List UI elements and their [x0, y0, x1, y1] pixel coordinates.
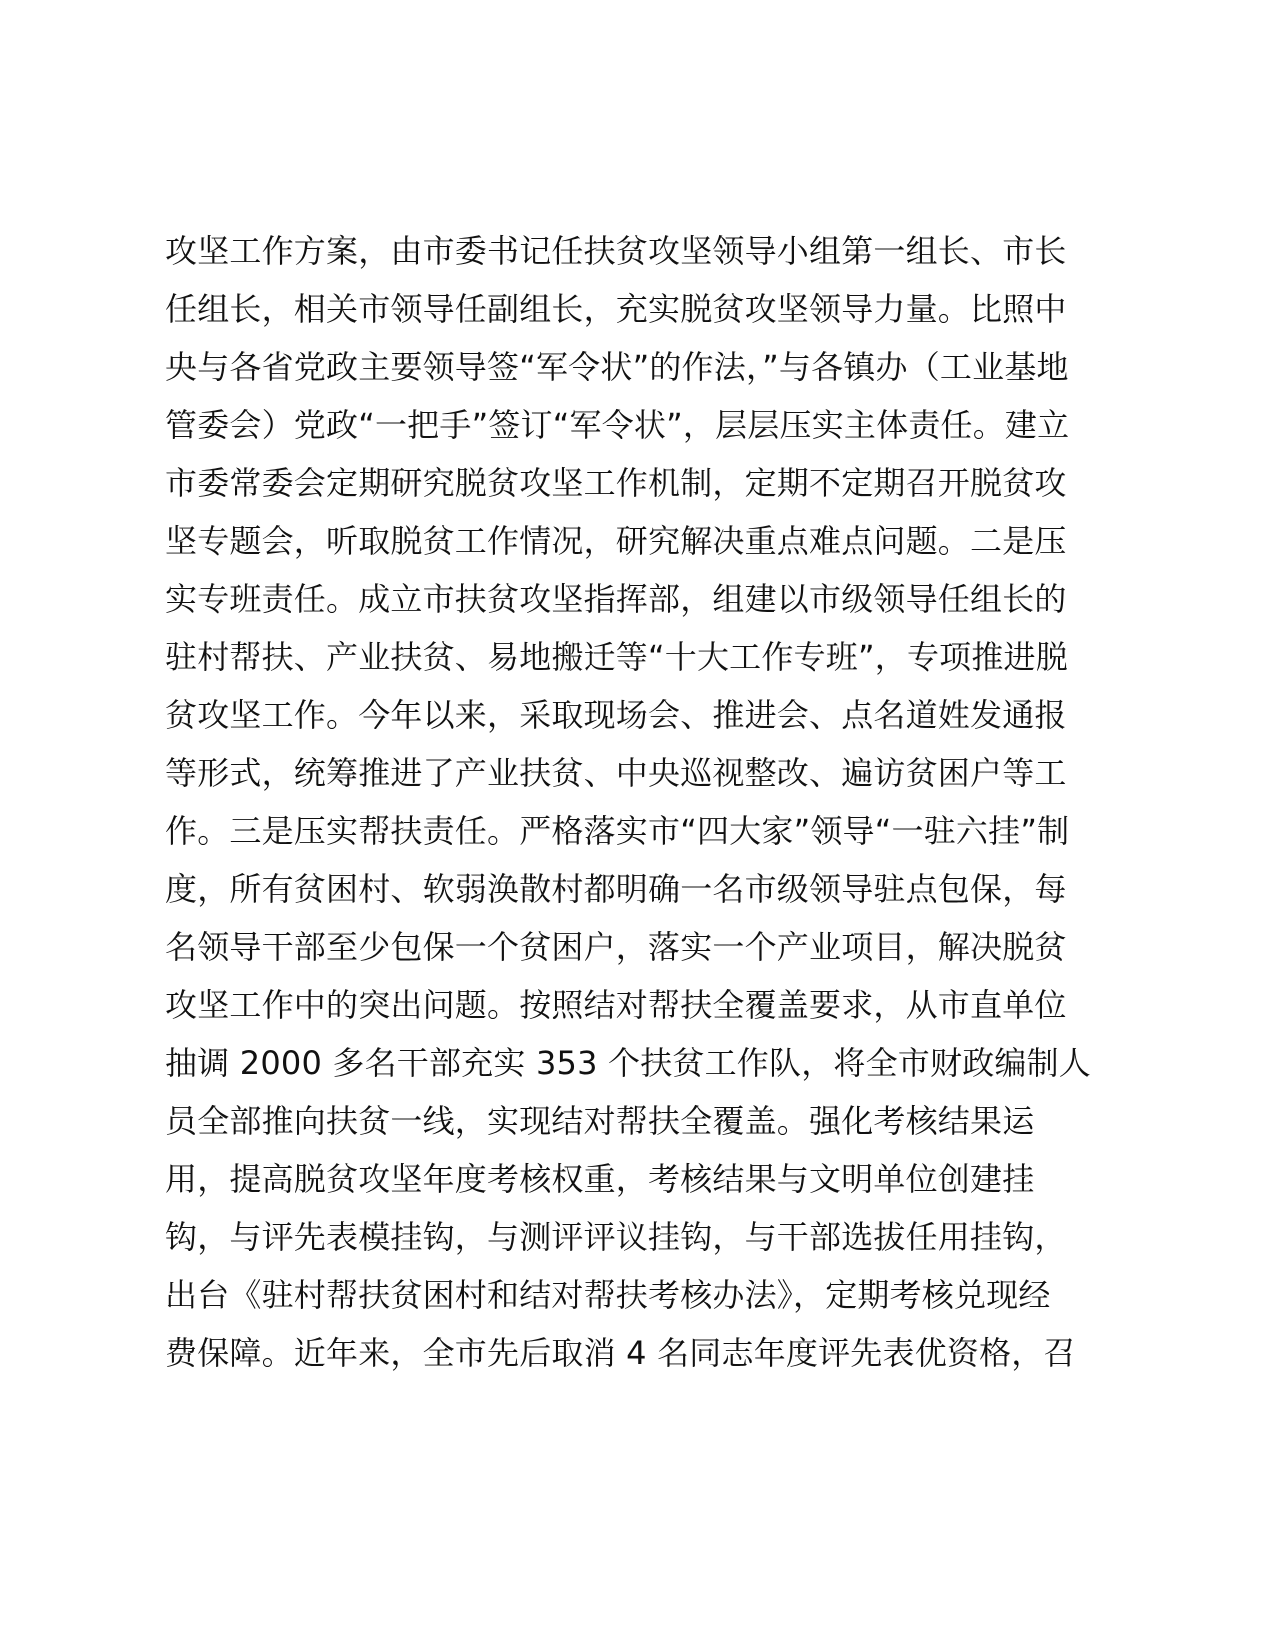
text-line-3: 央与各省党政主要领导签“军令状”的作法，”与各镇办（工业基地	[165, 348, 1069, 386]
text-line-20: 费保障。近年来，全市先后取消 4 名同志年度评先表优资格，召	[165, 1334, 1076, 1372]
text-line-17: 用，提高脱贫攻坚年度考核权重，考核结果与文明单位创建挂	[165, 1160, 1035, 1198]
text-line-11: 作。三是压实帮扶责任。严格落实市“四大家”领导“一驻六挂”制	[165, 812, 1070, 850]
text-line-10: 等形式，统筹推进了产业扶贫、中央巡视整改、遍访贫困户等工	[165, 754, 1067, 792]
text-line-9: 贫攻坚工作。今年以来，采取现场会、推进会、点名道姓发通报	[165, 696, 1067, 734]
text-line-18: 钩，与评先表模挂钩，与测评评议挂钩，与干部选拔任用挂钩，	[165, 1218, 1067, 1256]
text-line-15: 抽调 2000 多名干部充实 353 个扶贫工作队，将全市财政编制人	[165, 1044, 1092, 1082]
text-line-2: 任组长，相关市领导任副组长，充实脱贫攻坚领导力量。比照中	[165, 290, 1067, 328]
text-line-7: 实专班责任。成立市扶贫攻坚指挥部，组建以市级领导任组长的	[165, 580, 1067, 618]
text-line-4: 管委会）党政“一把手”签订“军令状”，层层压实主体责任。建立	[165, 406, 1070, 444]
text-line-16: 员全部推向扶贫一线，实现结对帮扶全覆盖。强化考核结果运	[165, 1102, 1035, 1140]
text-line-14: 攻坚工作中的突出问题。按照结对帮扶全覆盖要求，从市直单位	[165, 986, 1067, 1024]
text-line-19: 出台《驻村帮扶贫困村和结对帮扶考核办法》，定期考核兑现经	[165, 1276, 1051, 1314]
text-line-1: 攻坚工作方案，由市委书记任扶贫攻坚领导小组第一组长、市长	[165, 232, 1067, 270]
text-line-13: 名领导干部至少包保一个贫困户，落实一个产业项目，解决脱贫	[165, 928, 1067, 966]
text-line-5: 市委常委会定期研究脱贫攻坚工作机制，定期不定期召开脱贫攻	[165, 464, 1067, 502]
text-line-12: 度，所有贫困村、软弱涣散村都明确一名市级领导驻点包保，每	[165, 870, 1067, 908]
text-line-8: 驻村帮扶、产业扶贫、易地搬迁等“十大工作专班”，专项推进脱	[165, 638, 1068, 676]
body-text	[165, 222, 1125, 1382]
text-line-6: 坚专题会，听取脱贫工作情况，研究解决重点难点问题。二是压	[165, 522, 1067, 560]
